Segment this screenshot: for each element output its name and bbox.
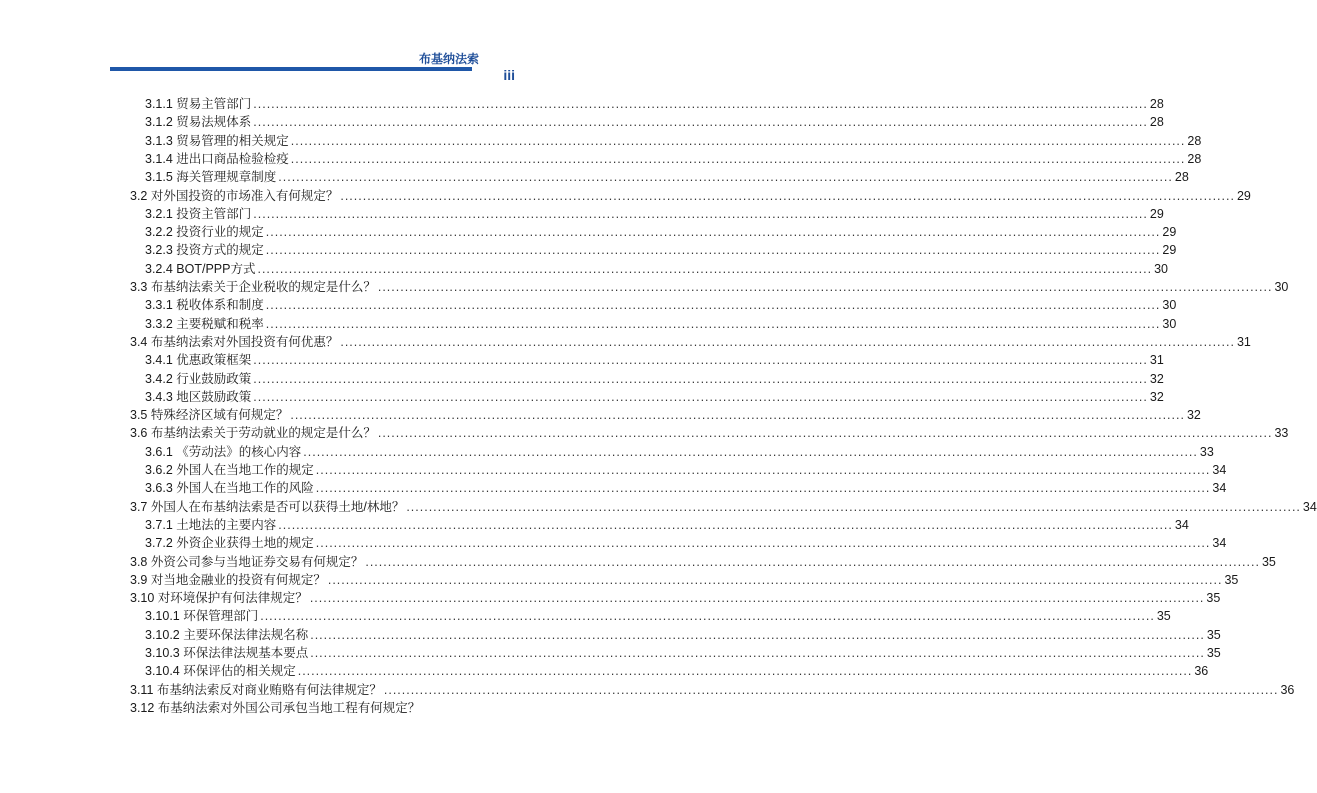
toc-entry-label: 3.5 特殊经济区域有何规定？ [130,408,289,423]
toc-entry-label: 3.6.1 《劳动法》的核心内容 [145,444,302,459]
toc-leader-dots: ........................................................................................................................................................................................................ [327,572,1223,587]
toc-leader-dots: ........................................................................................................................................................................................................ [340,188,1235,203]
toc-entry-page: 34 [1212,481,1227,496]
toc-entry-label: 3.7.2 外资企业获得土地的规定 [145,536,314,551]
toc-entry-label: 3.11 布基纳法索反对商业贿赂有何法律规定？ [130,682,382,697]
toc-entry-page: 33 [1199,444,1214,459]
header-bar [110,67,472,71]
toc-leader-dots: ........................................................................................................................................................................................................ [309,591,1205,606]
toc-entry[interactable] [145,260,1168,278]
toc-entry-label: 3.2.1 投资主管部门 [145,206,252,221]
toc-entry-label: 3.10.1 环保管理部门 [145,609,259,624]
toc-entry[interactable] [145,607,1171,625]
toc-entry[interactable] [145,241,1177,259]
toc-entry[interactable] [145,443,1214,461]
toc-entry-label: 3.2.2 投资行业的规定 [145,225,264,240]
toc-entry-page: 28 [1174,170,1189,185]
toc-entry-page: 30 [1154,261,1168,276]
toc-entry-label: 3.4.2 行业鼓励政策 [145,371,252,386]
toc-entry[interactable] [130,424,1289,442]
toc-entry[interactable] [130,589,1221,607]
toc-leader-dots: ........................................................................................................................................................................................................ [303,444,1198,459]
toc-leader-dots: ........................................................................................................................................................................................................ [257,261,1153,276]
toc-leader-dots: ........................................................................................................................................................................................................ [278,170,1173,185]
toc-leader-dots: ........................................................................................................................................................................................................ [315,463,1211,477]
toc-entry[interactable] [145,662,1209,680]
toc-entry-page: 32 [1149,371,1164,386]
toc-entry-page: 33 [1274,426,1289,441]
toc-leader-dots: ........................................................................................................................................................................................................ [253,389,1148,404]
toc-entry[interactable] [130,571,1239,589]
toc-entry[interactable] [145,315,1177,333]
toc-entry-label: 3.1.4 进出口商品检验检疫 [145,151,289,166]
toc-entry[interactable] [145,205,1164,223]
toc-leader-dots: ........................................................................................................................................................................................................ [383,682,1279,697]
toc-entry-page: 29 [1162,225,1177,240]
toc-leader-dots: ........................................................................................................................................................................................................ [340,334,1235,349]
toc-leader-dots: ........................................................................................................................................................................................................ [253,115,1148,130]
toc-entry-page: 29 [1162,243,1177,258]
toc-entry-page: 35 [1206,627,1221,642]
toc-entry-page: 35 [1156,609,1171,624]
toc-leader-dots: ........................................................................................................................................................................................................ [290,151,1186,166]
toc-entry-label: 3.1.2 贸易法规体系 [145,115,252,130]
toc-entry-label: 3.1.5 海关管理规章制度 [145,170,277,185]
toc-leader-dots: ........................................................................................................................................................................................................ [315,481,1211,496]
header-title: 布基纳法索 [418,52,479,66]
toc-entry-page: 28 [1149,97,1164,111]
toc-leader-dots: ........................................................................................................................................................................................................ [265,225,1161,240]
toc-entry-label: 3.4.3 地区鼓励政策 [145,389,252,404]
toc-entry-page: 35 [1206,646,1221,660]
toc-entry-page: 30 [1162,298,1177,313]
toc-entry-page: 35 [1224,572,1239,587]
toc-leader-dots: ........................................................................................................................................................................................................ [253,97,1148,111]
toc-entry-label: 3.10.3 环保法律法规基本要点 [145,646,309,660]
toc-entry[interactable] [145,644,1221,662]
toc-entry[interactable] [145,168,1189,186]
toc-entry-label: 3.10.4 环保评估的相关规定 [145,664,296,679]
toc-entry-page: 31 [1236,334,1251,349]
toc-leader-dots: ........................................................................................................................................................................................................ [253,206,1148,221]
toc-entry-page: 28 [1187,133,1202,148]
page-number: iii [503,67,515,83]
toc-entry-page: 32 [1149,389,1164,404]
toc-entry-page: 31 [1149,353,1164,368]
toc-entry[interactable] [145,461,1227,479]
toc-leader-dots: ........................................................................................................................................................................................................ [377,426,1273,441]
toc-entry[interactable] [145,626,1221,644]
toc-entry[interactable] [145,351,1164,369]
toc-entry-label: 3.3.1 税收体系和制度 [145,298,264,313]
toc-entry-page: 34 [1174,517,1189,532]
toc-leader-dots: ........................................................................................................................................................................................................ [278,517,1173,532]
toc-leader-dots: ........................................................................................................................................................................................................ [260,609,1155,624]
toc-entry-label: 3.6.3 外国人在当地工作的风险 [145,481,314,496]
toc-entry-page: 34 [1302,499,1317,514]
toc-leader-dots: ........................................................................................................................................................................................................ [253,371,1148,386]
toc-leader-dots: ........................................................................................................................................................................................................ [365,554,1260,569]
toc-entry[interactable] [130,699,470,717]
toc-leader-dots: ........................................................................................................................................................................................................ [406,499,1301,514]
toc-leader-dots: ........................................................................................................................................................................................................ [310,646,1205,660]
toc-entry-page: 36 [1194,664,1209,679]
toc-entry-page: 34 [1212,463,1227,477]
toc-entry[interactable] [145,479,1227,497]
toc-entry[interactable] [145,388,1164,406]
toc-leader-dots: ........................................................................................................................................................................................................ [265,298,1161,313]
toc-entry[interactable] [130,406,1201,424]
toc-entry[interactable] [145,150,1202,168]
toc-entry[interactable] [145,516,1189,534]
toc-entry[interactable] [145,132,1202,150]
toc-entry-page: 29 [1236,188,1251,203]
toc-leader-dots: ........................................................................................................................................................................................................ [315,536,1211,551]
toc-entry-page: 28 [1149,115,1164,130]
toc-entry-label: 3.7 外国人在布基纳法索是否可以获得土地/林地？ [130,499,405,514]
toc-leader-dots: ........................................................................................................................................................................................................ [265,316,1161,331]
toc-leader-dots: ........................................................................................................................................................................................................ [310,627,1205,642]
toc-entry-page: 35 [1261,554,1276,569]
toc-entry[interactable] [130,553,1276,571]
toc-entry[interactable] [145,223,1177,241]
toc-entry[interactable] [145,534,1227,552]
toc-entry-label: 3.1.3 贸易管理的相关规定 [145,133,289,148]
toc-leader-dots: ........................................................................................................................................................................................................ [290,133,1186,148]
toc-leader-dots: ........................................................................................................................................................................................................ [290,408,1185,423]
toc-entry-page: 29 [1149,206,1164,221]
toc-entry-label: 3.9 对当地金融业的投资有何规定？ [130,572,326,587]
toc-entry-label: 3.12 布基纳法索对外国公司承包当地工程有何规定？ [130,700,421,715]
toc-entry[interactable] [130,278,1289,296]
toc-entry-label: 3.8 外资公司参与当地证券交易有何规定？ [130,554,364,569]
toc-entry-label: 3.3.2 主要税赋和税率 [145,316,264,331]
toc-entry-label: 3.3 布基纳法索关于企业税收的规定是什么？ [130,280,376,294]
toc-entry[interactable] [130,333,1251,351]
toc-entry-label: 3.2.4 BOT/PPP方式 [145,261,256,276]
toc-entry-page: 30 [1162,316,1177,331]
toc-entry[interactable] [130,187,1251,205]
toc-entry[interactable] [145,296,1177,314]
toc-entry-page: 35 [1206,591,1221,606]
toc-entry-label: 3.4.1 优惠政策框架 [145,353,252,368]
toc-leader-dots: ........................................................................................................................................................................................................ [253,353,1148,368]
toc-entry[interactable] [145,370,1164,388]
toc-entry-label: 3.2 对外国投资的市场准入有何规定？ [130,188,339,203]
toc-entry[interactable] [145,95,1164,113]
toc-leader-dots: ........................................................................................................................................................................................................ [265,243,1161,258]
toc-entry-page: 36 [1280,682,1295,697]
toc-entry[interactable] [130,498,1317,516]
toc-entry[interactable] [130,681,1295,699]
toc-entry-page: 32 [1186,408,1201,423]
toc-entry-label: 3.6 布基纳法索关于劳动就业的规定是什么？ [130,426,376,441]
toc-entry-page: 30 [1274,280,1289,294]
toc-leader-dots: ........................................................................................................................................................................................................ [297,664,1193,679]
toc-entry-page: 28 [1187,151,1202,166]
toc-entry-page: 34 [1212,536,1227,551]
toc-entry-label: 3.7.1 土地法的主要内容 [145,517,277,532]
toc-entry-label: 3.10.2 主要环保法律法规名称 [145,627,309,642]
toc-leader-dots: ........................................................................................................................................................................................................ [377,280,1273,294]
toc-entry-label: 3.2.3 投资方式的规定 [145,243,264,258]
toc-entry-label: 3.4 布基纳法索对外国投资有何优惠？ [130,334,339,349]
toc-entry[interactable] [145,113,1164,131]
toc-entry-label: 3.1.1 贸易主管部门 [145,97,252,111]
toc-entry-label: 3.10 对环境保护有何法律规定？ [130,591,308,606]
toc-entry-label: 3.6.2 外国人在当地工作的规定 [145,463,314,477]
